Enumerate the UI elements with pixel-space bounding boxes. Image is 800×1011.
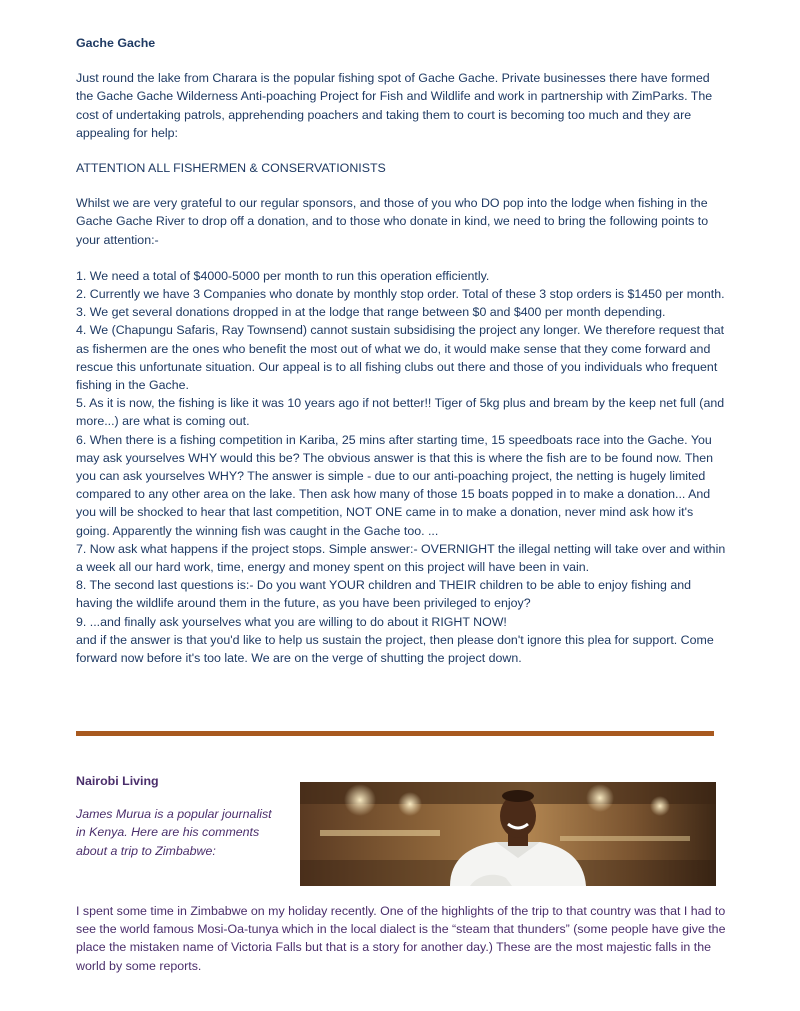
gache-intro-paragraph: Just round the lake from Charara is the popular fishing spot of Gache Gache. Private businesses there have formed the Gache Gache Wilderness Anti-poaching Project for Fish and Wildlife and work in partnership with ZimParks. The cost of undertaking patrols, apprehending poachers and taking them to court is becoming too much and they are appealing for help: [76,71,713,140]
list-item: 9. ...and finally ask yourselves what you are willing to do about it RIGHT NOW! [76,614,507,629]
gache-gache-heading: Gache Gache [76,36,156,50]
whilst-paragraph: Whilst we are very grateful to our regular sponsors, and those of you who DO pop into the lodge when fishing in the Gache Gache River to drop off a donation, and to those who donate in kind, we need to bring the following points to your attention:- [76,196,709,247]
points-list [76,267,726,631]
nairobi-body-paragraph: I spent some time in Zimbabwe on my holiday recently. One of the highlights of the trip to that country was that I had to see the world famous Mosi-Oa-tunya which in the local dialect is the “steam that thunders” (some people have give the place the mistaken name of Victoria Falls but that is a story for another day.) These are the most majestic falls in the world by some reports. [76,904,726,973]
section-divider [76,731,714,736]
photo-illustration [300,782,716,886]
list-item: 8. The second last questions is:- Do you want YOUR children and THEIR children to be able to enjoy fishing and having the wildlife around them in the future, as you have been privileged to enjoy? [76,578,692,611]
journalist-photo [300,782,716,886]
nairobi-intro-italic: James Murua is a popular journalist in Kenya. Here are his comments about a trip to Zimbabwe: [76,807,272,858]
attention-line: ATTENTION ALL FISHERMEN & CONSERVATIONISTS [76,161,386,176]
list-item: 2. Currently we have 3 Companies who donate by monthly stop order. Total of these 3 stop orders is $1450 per month. [76,287,725,302]
list-item: 4. We (Chapungu Safaris, Ray Townsend) cannot sustain subsidising the project any longer. We therefore request that as fishermen are the ones who benefit the most out of what we do, it would make sense that they come forward and rescue this unfortunate situation. Our appeal is to all fishing clubs out there and those of you individuals who frequent fishing in the Gache. [76,323,725,393]
list-item: 7. Now ask what happens if the project stops. Simple answer:- OVERNIGHT the illegal netting will take over and within a week all our hard work, time, energy and money spent on this project will have been in vain. [76,541,726,575]
nairobi-living-heading: Nairobi Living [76,774,159,788]
list-item: 3. We get several donations dropped in at the lodge that range between $0 and $400 per month depending. [76,305,666,320]
list-item: 5. As it is now, the fishing is like it was 10 years ago if not better!! Tiger of 5kg plus and bream by the keep net full (and more...) are what is coming out. [76,396,725,429]
list-item: 6. When there is a fishing competition in Kariba, 25 mins after starting time, 15 speedboats race into the Gache. You may ask yourselves WHY would this be? The obvious answer is that this is where the fish are to be found now. Then you can ask yourselves WHY? The answer is simple - due to our anti-poaching project, the netting is hugely limited compared to any other area on the lake. Then ask how many of those 15 boats popped in to make a donation... And you will be shocked to hear that last competition, NOT ONE came in to make a donation, never mind ask how it's going. Apparently the winning fish was caught in the Gache too. ... [76,432,714,538]
closing-paragraph: and if the answer is that you'd like to help us sustain the project, then please don't ignore this plea for support. Come forward now before it's too late. We are on the verge of shutting the project down. [76,632,714,666]
list-item: 1. We need a total of $4000-5000 per month to run this operation efficiently. [76,268,490,283]
gache-gache-article [76,34,726,667]
